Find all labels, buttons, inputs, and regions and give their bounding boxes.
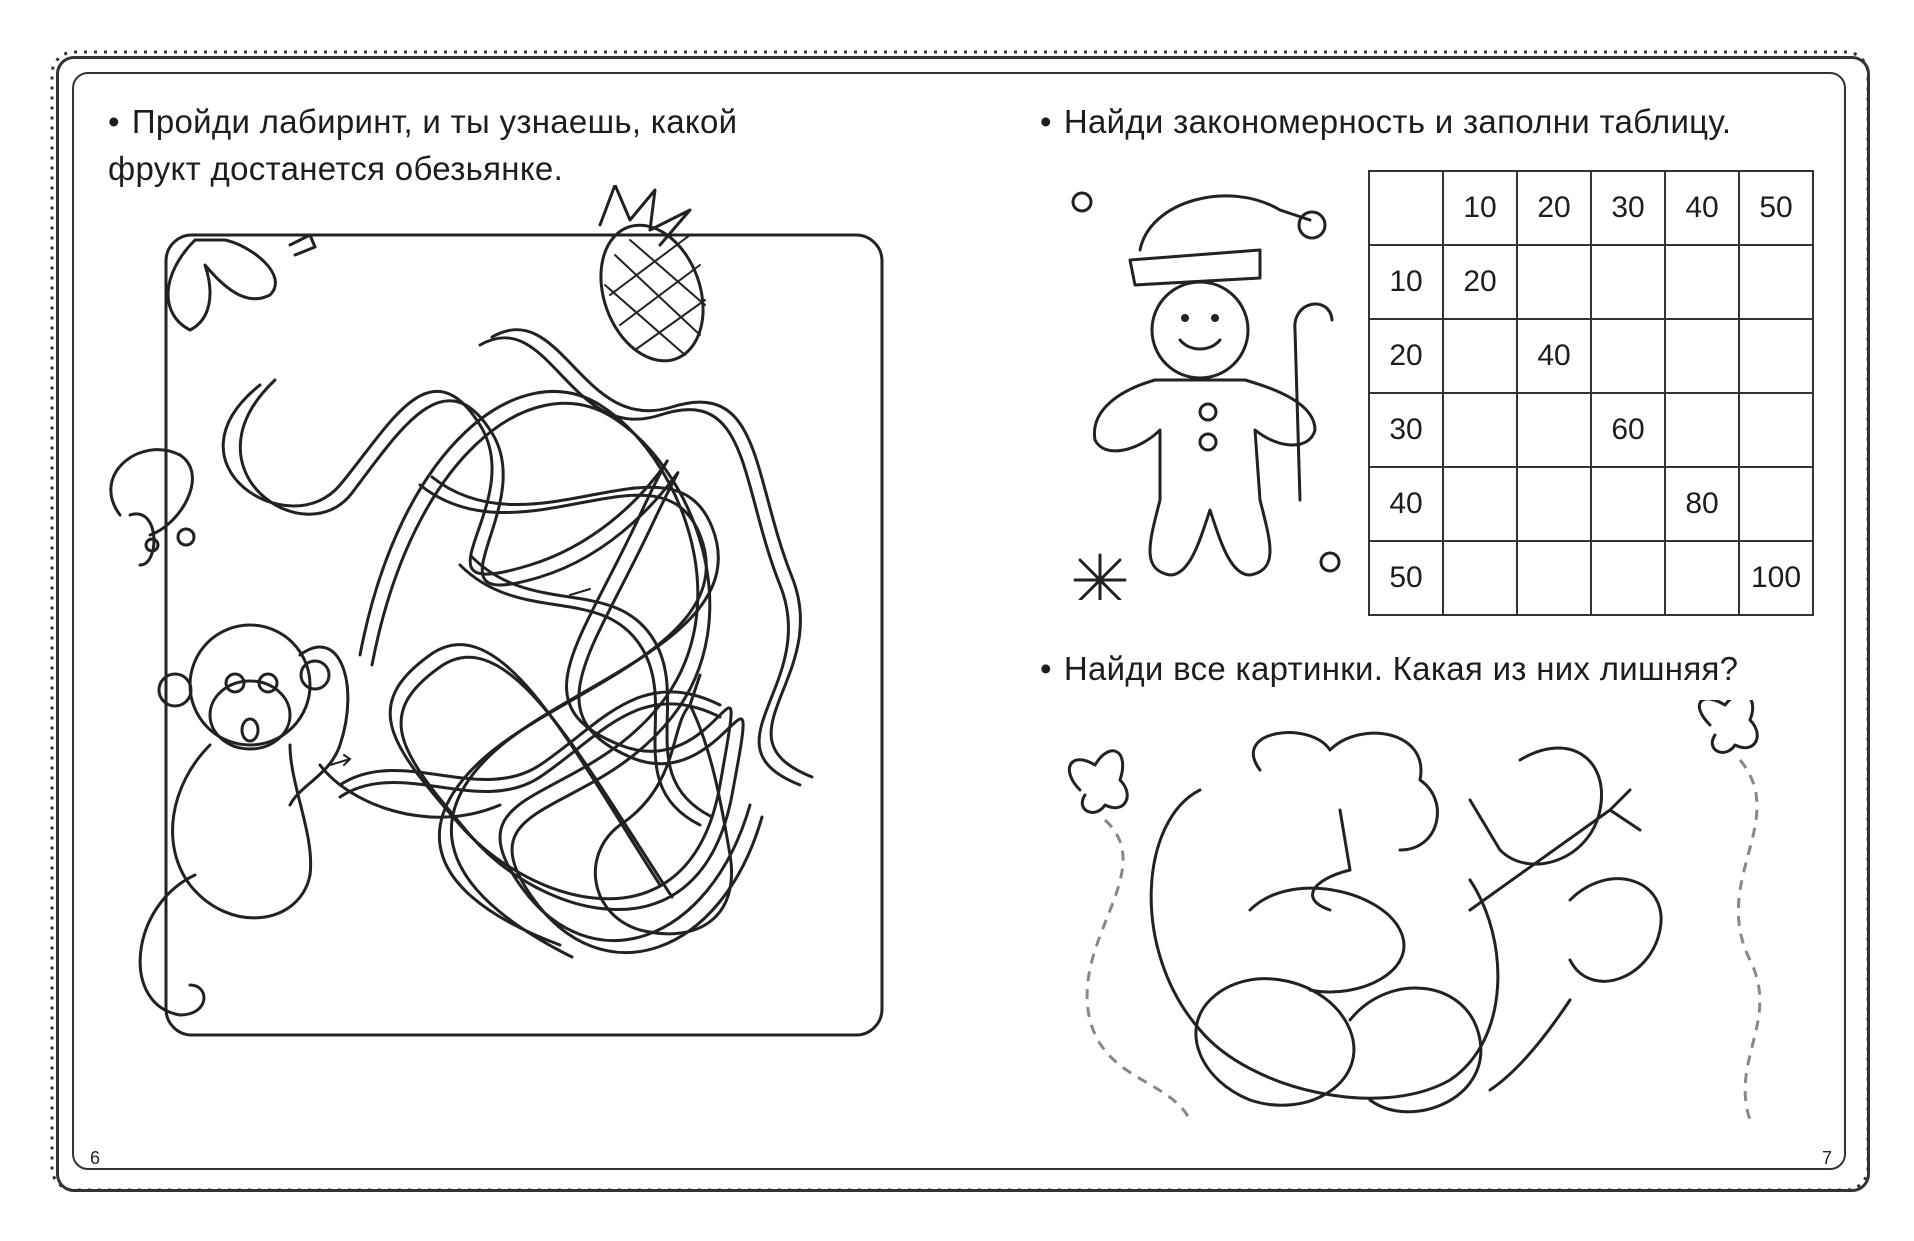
maze-task-instruction [108,98,828,192]
page-number-right: 7 [1822,1148,1833,1168]
table-cell[interactable] [1443,319,1517,393]
table-cell[interactable] [1739,467,1813,541]
table-cell[interactable]: 100 [1739,541,1813,615]
table-cell [1369,171,1443,245]
table-cell: 30 [1591,171,1665,245]
gingerbread-illustration [1060,180,1360,600]
bullet: • [1040,103,1052,140]
table-cell: 10 [1369,245,1443,319]
table-cell[interactable]: 20 [1443,245,1517,319]
table-cell[interactable] [1443,541,1517,615]
table-cell[interactable] [1739,319,1813,393]
table-cell: 10 [1443,171,1517,245]
table-cell[interactable] [1591,319,1665,393]
vegetables-illustration [1050,700,1830,1140]
table-cell[interactable] [1517,467,1591,541]
number-table [1368,170,1814,616]
table-cell: 40 [1665,171,1739,245]
table-row [1369,319,1813,393]
table-cell[interactable] [1665,541,1739,615]
pineapple-icon[interactable] [583,185,721,375]
overlapping-vegetables-icon[interactable] [1151,733,1661,1112]
snowflake-icon [1075,555,1125,600]
table-cell[interactable]: 60 [1591,393,1665,467]
table-row [1369,393,1813,467]
table-cell: 50 [1739,171,1813,245]
table-cell[interactable] [1443,393,1517,467]
table-cell: 20 [1369,319,1443,393]
bullet: • [108,103,120,140]
table-cell: 30 [1369,393,1443,467]
table-cell[interactable] [1517,393,1591,467]
decor-circle [1073,193,1091,211]
table-row [1369,467,1813,541]
table-cell[interactable] [1591,245,1665,319]
table-cell[interactable] [1591,467,1665,541]
table-cell[interactable] [1517,245,1591,319]
table-task-instruction [1040,98,1731,145]
butterfly-icon[interactable] [1069,751,1190,1120]
table-cell[interactable] [1665,245,1739,319]
table-row [1369,541,1813,615]
table-cell: 40 [1369,467,1443,541]
question-mark-icon [111,450,193,565]
pictures-task-instruction [1040,645,1738,692]
table-cell[interactable] [1739,245,1813,319]
bullet: • [1040,650,1052,687]
table-cell: 20 [1517,171,1591,245]
table-cell[interactable] [1665,393,1739,467]
table-cell[interactable]: 40 [1517,319,1591,393]
table-row [1369,245,1813,319]
decor-circle [1321,553,1339,571]
table-cell[interactable] [1443,467,1517,541]
table-cell[interactable] [1739,393,1813,467]
maze-task-line2: фрукт достанется обезьянке. [108,150,564,187]
gingerbread-man-icon[interactable] [1094,196,1332,575]
table-header-row [1369,171,1813,245]
butterfly-icon[interactable] [1699,700,1759,1120]
table-cell[interactable]: 80 [1665,467,1739,541]
monkey-icon[interactable] [140,625,348,1015]
table-cell: 50 [1369,541,1443,615]
table-cell[interactable] [1591,541,1665,615]
pictures-task-text: Найди все картинки. Какая из них лишняя? [1063,650,1739,687]
page-number-left: 6 [90,1148,101,1168]
table-task-text: Найди закономерность и заполни таблицу. [1063,103,1732,140]
table-cell[interactable] [1665,319,1739,393]
banana-icon[interactable] [168,235,315,330]
maze-task-line1: Пройди лабиринт, и ты узнаешь, какой [131,103,738,140]
maze-illustration [100,185,900,1085]
table-cell[interactable] [1517,541,1591,615]
